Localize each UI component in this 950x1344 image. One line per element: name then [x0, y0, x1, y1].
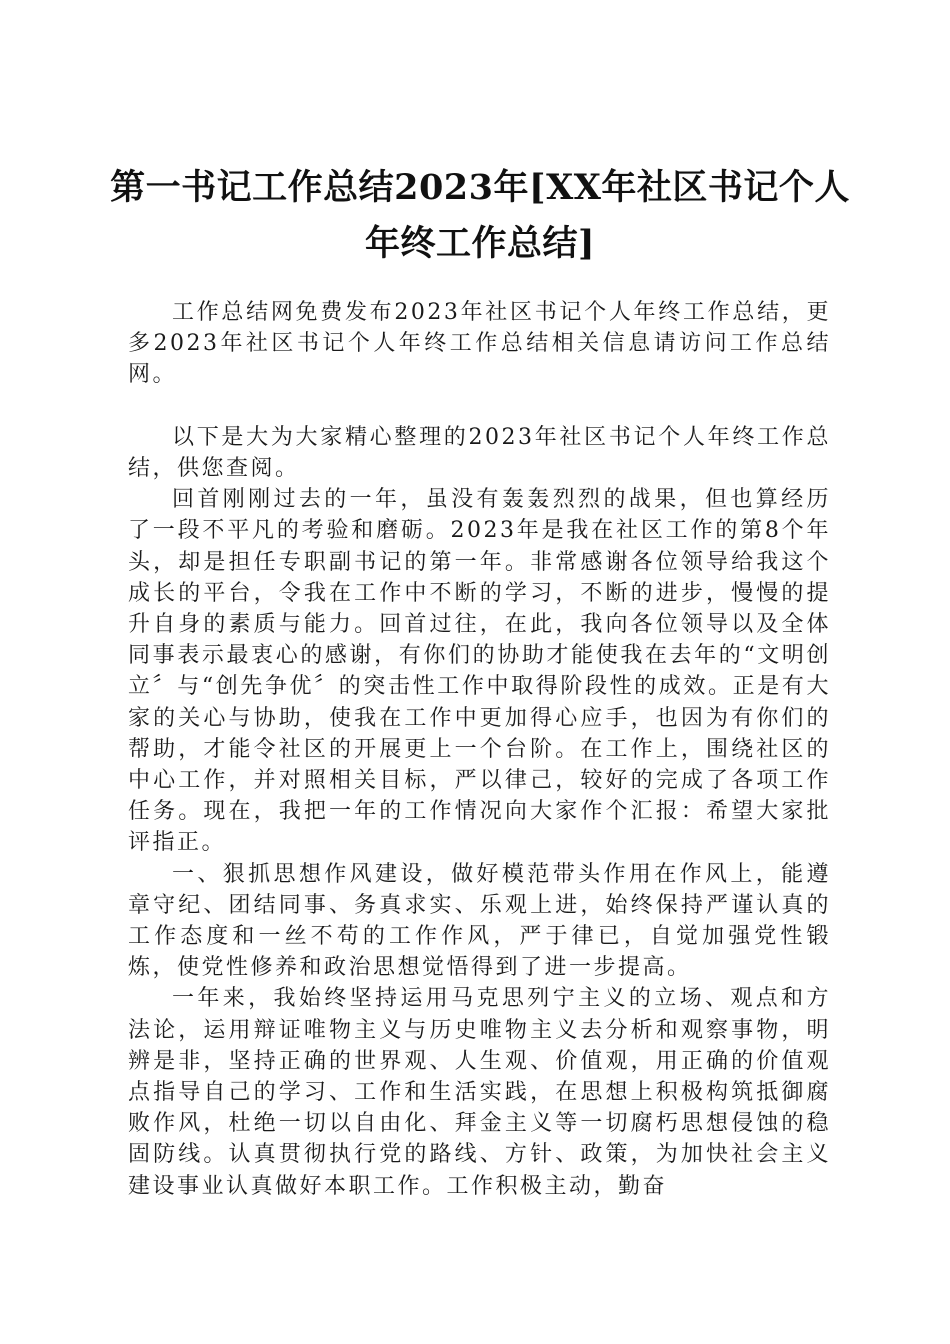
paragraph-section-one: 一、狠抓思想作风建设，做好模范带头作用在作风上，能遵章守纪、团结同事、务真求实、乐观上进，始终保持严谨认真的工作态度和一丝不苟的工作作风，严于律已，自觉加强党性锻炼，使党性修养和政治思想觉悟得到了进一步提高。 [128, 861, 831, 981]
paragraph-review: 回首刚刚过去的一年，虽没有轰轰烈烈的战果，但也算经历了一段不平凡的考验和磨砺。2023年是我在社区工作的第8个年头，却是担任专职副书记的第一年。非常感谢各位领导给我这个成长的平台，令我在工作中不断的学习，不断的进步，慢慢的提升自身的素质与能力。回首过往，在此，我向各位领导以及全体同事表示最衷心的感谢，有你们的协助才能使我在去年的“文明创立〞与“创先争优〞的突击性工作中取得阶段性的成效。正是有大家的关心与协助，使我在工作中更加得心应手，也因为有你们的帮助，才能令社区的开展更上一个台阶。在工作上，围绕社区的中心工作，并对照相关目标，严以律己，较好的完成了各项工作任务。现在，我把一年的工作情况向大家作个汇报：希望大家批评指正。 [128, 487, 831, 856]
paragraph-intro: 工作总结网免费发布2023年社区书记个人年终工作总结，更多2023年社区书记个人年终工作总结相关信息请访问工作总结网。 [128, 300, 831, 388]
paragraph-ideology: 一年来，我始终坚持运用马克思列宁主义的立场、观点和方法论，运用辩证唯物主义与历史唯物主义去分析和观察事物，明辨是非，坚持正确的世界观、人生观、价值观，用正确的价值观点指导自己的学习、工作和生活实践，在思想上积极构筑抵御腐败作风，杜绝一切以自由化、拜金主义等一切腐朽思想侵蚀的稳固防线。认真贯彻执行党的路线、方针、政策，为加快社会主义建设事业认真做好本职工作。工作积极主动，勤奋 [128, 986, 831, 1199]
paragraph-preface: 以下是大为大家精心整理的2023年社区书记个人年终工作总结，供您查阅。 [128, 424, 831, 481]
document-body [128, 297, 831, 1202]
document-title: 第一书记工作总结2023年[XX年社区书记个人年终工作总结] [110, 167, 850, 264]
